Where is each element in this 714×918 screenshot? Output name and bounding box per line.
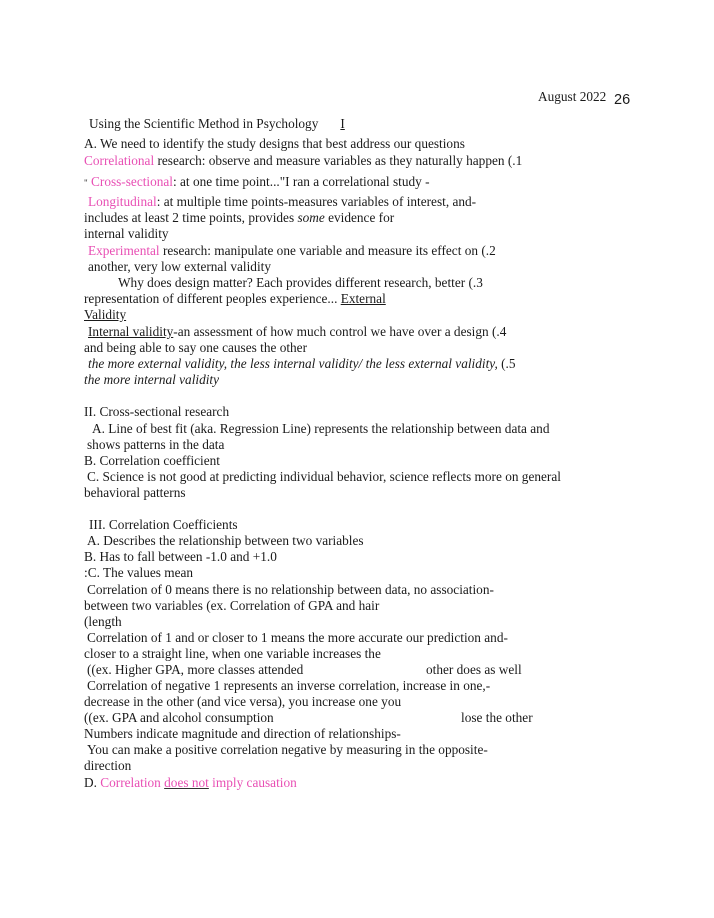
term-cross-sectional: Cross-sectional (91, 174, 173, 189)
term-external: External (340, 291, 386, 306)
term-does-not: does not (164, 775, 209, 790)
s3-neg-line1: Correlation of negative 1 represents an inverse correlation, increase in one,- (87, 678, 491, 693)
line-longitudinal: Longitudinal: at multiple time points-measures variables of interest, and- (88, 194, 477, 209)
s3-magnitude: Numbers indicate magnitude and direction of relationships- (84, 726, 401, 741)
line-a-identify: A. We need to identify the study designs that best address our questions (84, 136, 465, 151)
line-experimental: Experimental research: manipulate one variable and measure its effect on (.2 (88, 243, 496, 258)
s3-neg-line3-b: lose the other (461, 710, 533, 725)
s3-one-line3-a: ((ex. Higher GPA, more classes attended (87, 662, 304, 677)
line-representation: representation of different peoples experience... External (84, 291, 386, 306)
s3-positive-line2: direction (84, 758, 132, 773)
s3-b: B. Has to fall between -1.0 and +1.0 (84, 549, 277, 564)
header-date: August 2022 (538, 89, 607, 104)
line-validity: Validity (84, 307, 127, 322)
line-tradeoff: the more external validity, the less internal validity/ the less external validity, (.5 (88, 356, 516, 371)
s3-one-line3-b: other does as well (426, 662, 522, 677)
term-longitudinal: Longitudinal (88, 194, 157, 209)
s2-a-line1: A. Line of best fit (aka. Regression Line) represents the relationship between data and (92, 421, 550, 436)
line-external-low: another, very low external validity (88, 259, 271, 274)
document-title: Using the Scientific Method in Psychology I (89, 116, 345, 131)
line-time-points: includes at least 2 time points, provides some evidence for (84, 210, 395, 225)
s3-neg-line2: decrease in the other (and vice versa), you increase one you (84, 694, 402, 709)
line-internal-validity: internal validity (84, 226, 169, 241)
s2-c-line1: C. Science is not good at predicting individual behavior, science reflects more on general (87, 469, 561, 484)
line-more-internal: the more internal validity (84, 372, 220, 387)
page-number: 26 (614, 92, 631, 108)
section-2-heading: II. Cross-sectional research (84, 404, 230, 419)
section-3-heading: III. Correlation Coefficients (89, 517, 238, 532)
quote-mark: " (84, 178, 88, 188)
s3-neg-line3-a: ((ex. GPA and alcohol consumption (84, 710, 274, 725)
s3-one-line2: closer to a straight line, when one variable increases the (84, 646, 381, 661)
s3-zero-line2: between two variables (ex. Correlation of GPA and hair (84, 598, 380, 613)
line-internal-def: Internal validity-an assessment of how much control we have over a design (.4 (88, 324, 507, 339)
line-why-design: Why does design matter? Each provides different research, better (.3 (118, 275, 483, 290)
term-internal-validity: Internal validity (88, 324, 174, 339)
title-numeral: I (340, 116, 345, 131)
s3-d-causation: D. Correlation does not imply causation (84, 775, 297, 790)
s3-a: A. Describes the relationship between two variables (87, 533, 364, 548)
s2-a-line2: shows patterns in the data (87, 437, 225, 452)
s3-zero-line1: Correlation of 0 means there is no relationship between data, no association- (87, 582, 494, 597)
line-correlational: Correlational research: observe and measure variables as they naturally happen (.1 (84, 153, 523, 168)
line-cross-sectional: " Cross-sectional: at one time point..."I ran a correlational study - (84, 174, 430, 189)
term-correlational: Correlational (84, 153, 155, 168)
term-experimental: Experimental (88, 243, 160, 258)
s2-c-line2: behavioral patterns (84, 485, 186, 500)
s3-one-line1: Correlation of 1 and or closer to 1 means the more accurate our prediction and- (87, 630, 508, 645)
s3-zero-line3: (length (84, 614, 122, 629)
s3-positive-line1: You can make a positive correlation negative by measuring in the opposite- (87, 742, 488, 757)
line-causes: and being able to say one causes the other (84, 340, 308, 355)
s2-b: B. Correlation coefficient (84, 453, 221, 468)
s3-c: :C. The values mean (84, 565, 194, 580)
